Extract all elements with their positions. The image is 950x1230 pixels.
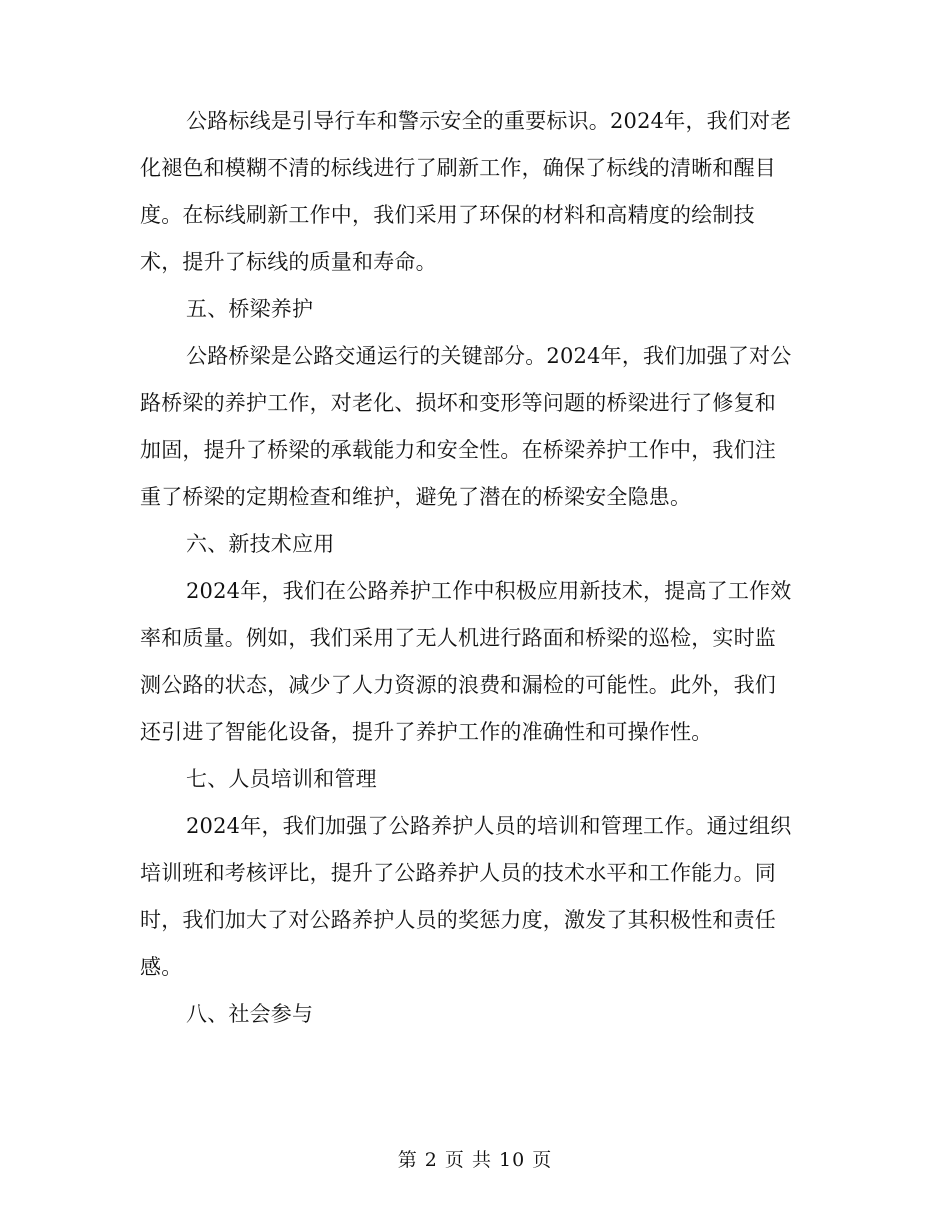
body-line: 术，提升了标线的质量和寿命。 — [140, 250, 437, 274]
body-line: 加固，提升了桥梁的承载能力和安全性。在桥梁养护工作中，我们注 — [140, 438, 776, 462]
body-line: 率和质量。例如，我们采用了无人机进行路面和桥梁的巡检，实时监 — [140, 626, 776, 650]
body-line: 测公路的状态，减少了人力资源的浪费和漏检的可能性。此外，我们 — [140, 673, 776, 697]
section-heading-staff-training: 七、人员培训和管理 — [186, 767, 377, 791]
body-line: 感。 — [140, 955, 183, 979]
body-line: 公路桥梁是公路交通运行的关键部分。2024年，我们加强了对公 — [186, 344, 792, 368]
body-line: 化褪色和模糊不清的标线进行了刷新工作，确保了标线的清晰和醒目 — [140, 156, 776, 180]
section-heading-social-participation: 八、社会参与 — [186, 1002, 314, 1026]
document-body — [140, 98, 800, 1038]
body-line: 2024年，我们加强了公路养护人员的培训和管理工作。通过组织 — [186, 814, 792, 838]
page-number-footer: 第 2 页 共 10 页 — [397, 1149, 553, 1171]
body-line: 重了桥梁的定期检查和维护，避免了潜在的桥梁安全隐患。 — [140, 485, 692, 509]
body-line: 公路标线是引导行车和警示安全的重要标识。2024年，我们对老 — [186, 109, 792, 133]
section-heading-bridge-maintenance: 五、桥梁养护 — [186, 297, 314, 321]
section-heading-new-technology: 六、新技术应用 — [186, 532, 335, 556]
body-line: 还引进了智能化设备，提升了养护工作的准确性和可操作性。 — [140, 720, 713, 744]
body-line: 2024年，我们在公路养护工作中积极应用新技术，提高了工作效 — [186, 579, 792, 603]
body-line: 路桥梁的养护工作，对老化、损坏和变形等问题的桥梁进行了修复和 — [140, 391, 776, 415]
body-line: 时，我们加大了对公路养护人员的奖惩力度，激发了其积极性和责任 — [140, 908, 776, 932]
body-line: 度。在标线刷新工作中，我们采用了环保的材料和高精度的绘制技 — [140, 203, 755, 227]
body-line: 培训班和考核评比，提升了公路养护人员的技术水平和工作能力。同 — [140, 861, 776, 885]
